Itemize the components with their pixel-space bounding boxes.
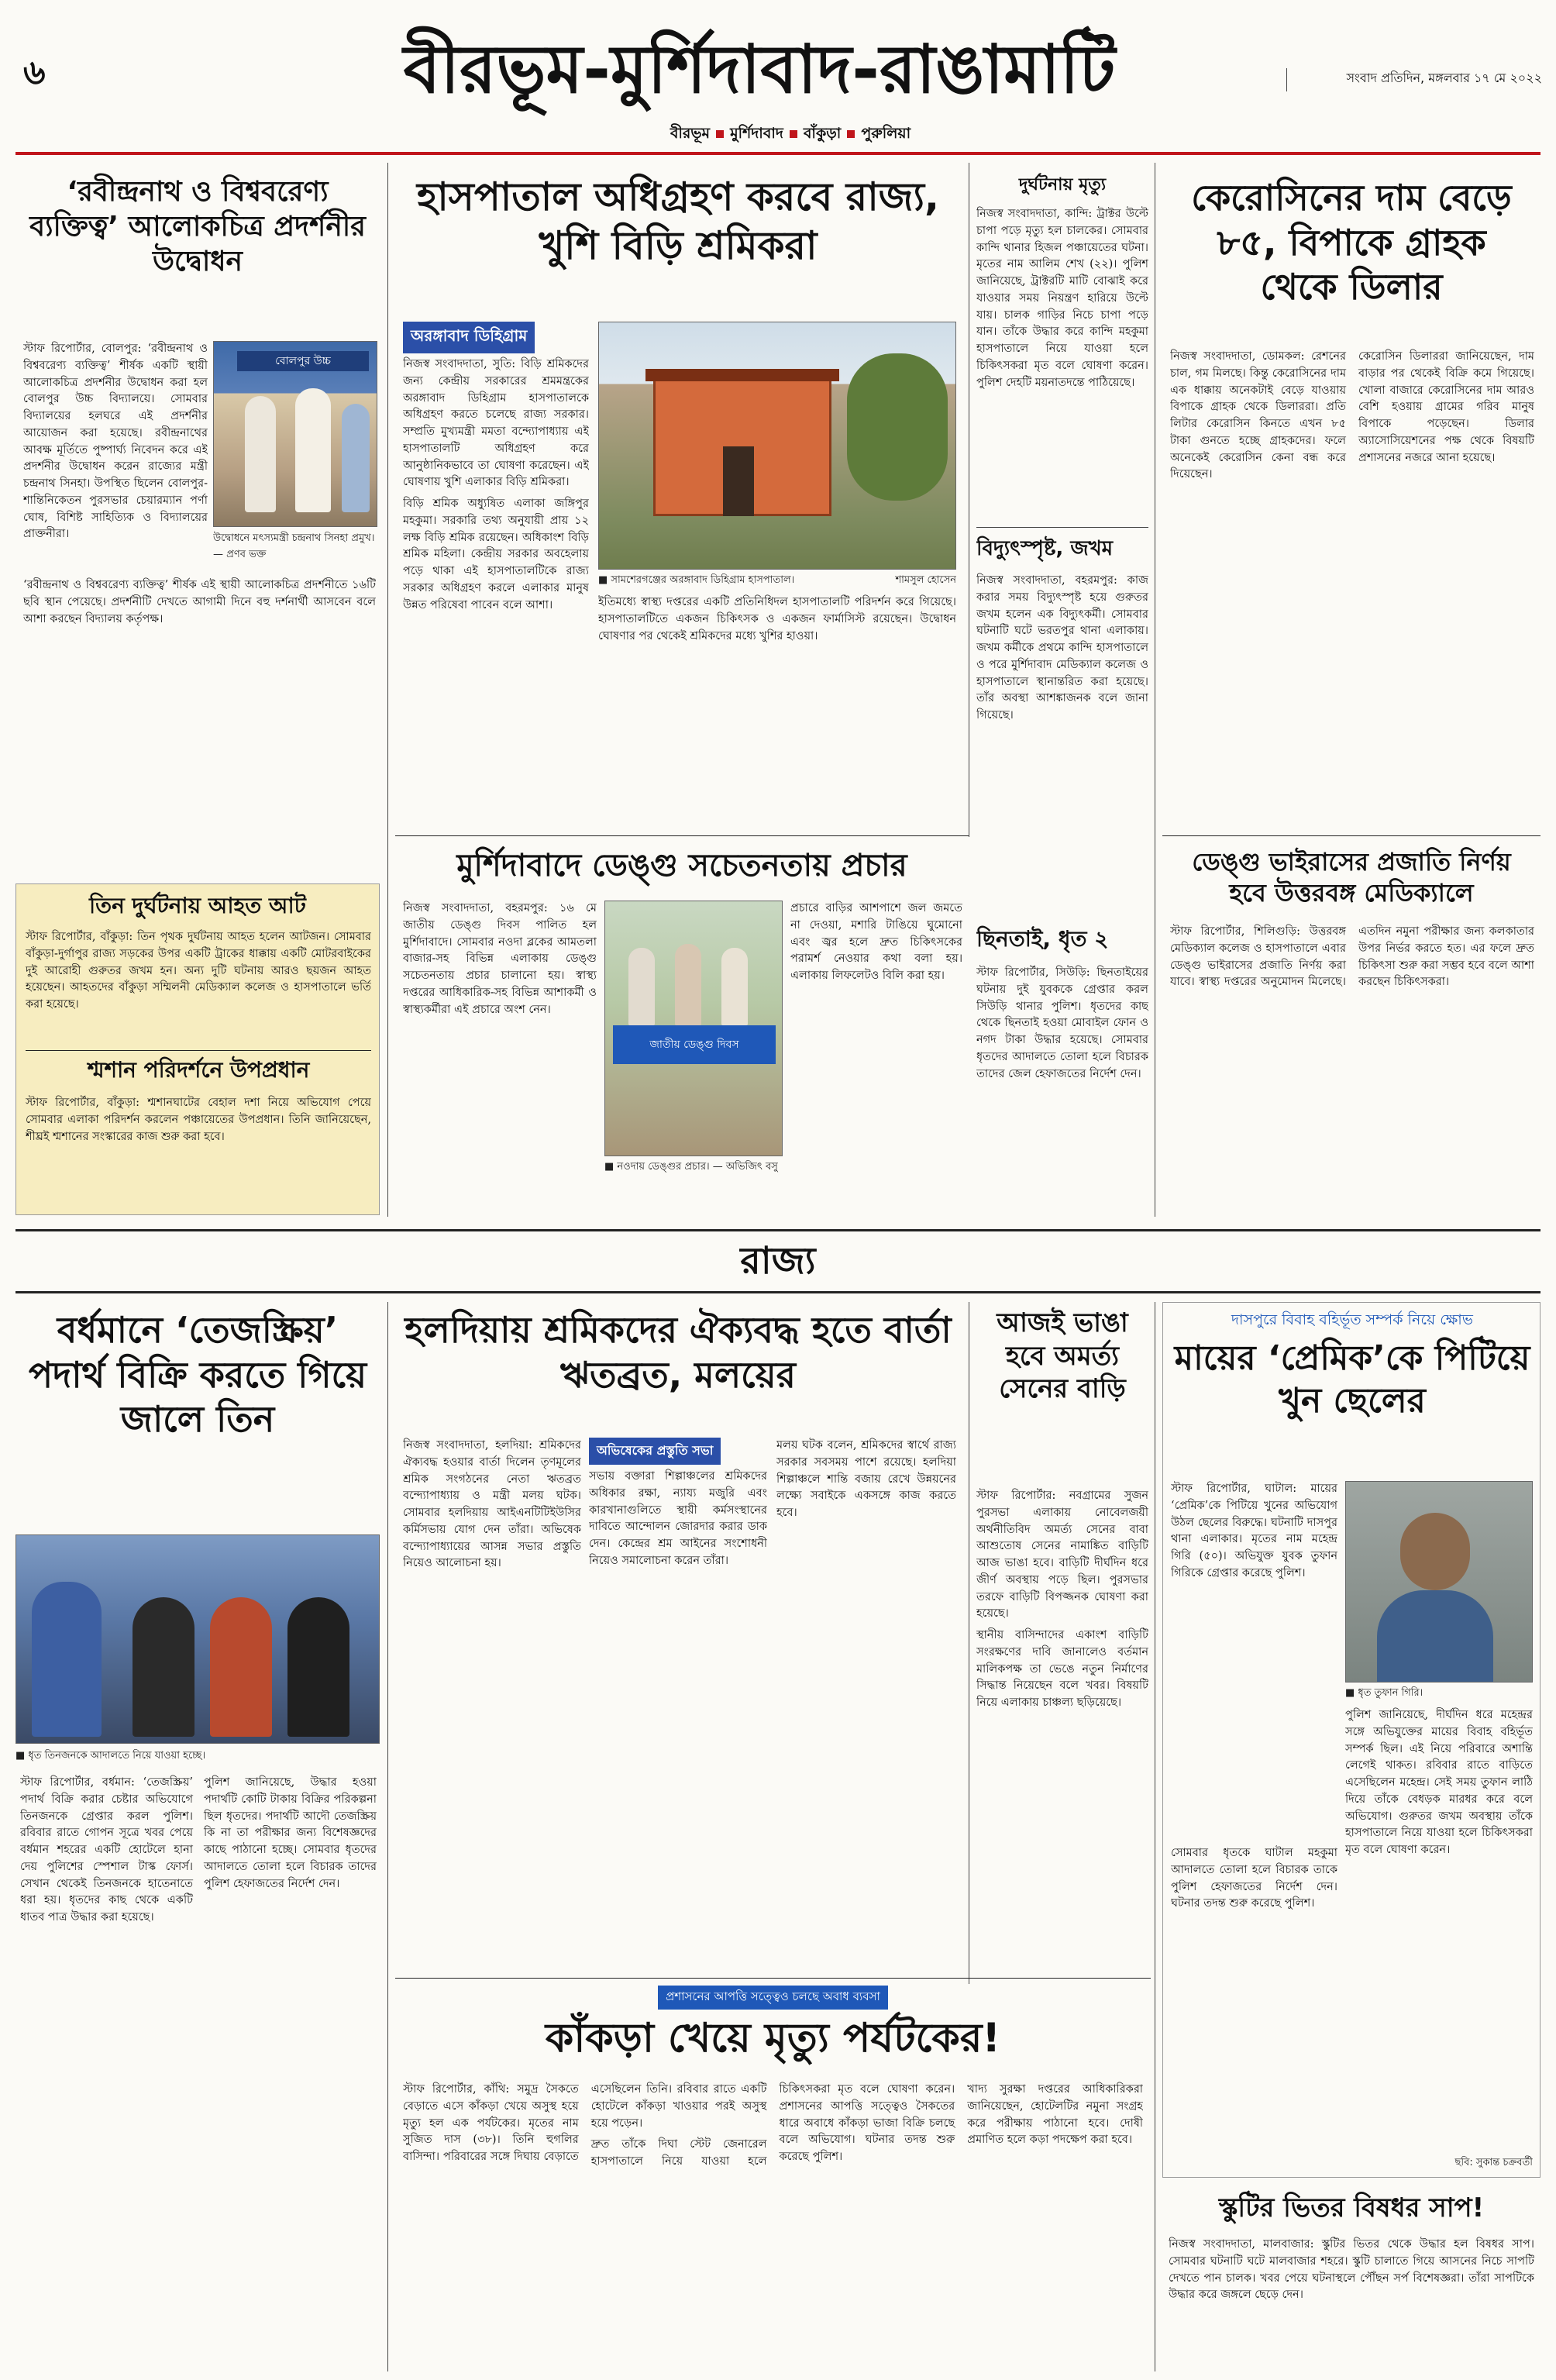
photo-credit: শামসুল হোসেন [895, 574, 956, 586]
paragraph: নিজস্ব সংবাদদাতা, মালবাজার: স্কুটির ভিতর থেকে উদ্ধার হল বিষধর সাপ। সোমবার ঘটনাটি ঘটে মালবাজার শহরে। স্কুটি চালাতে গিয়ে আসনের নিচে সাপটি দেখতে পান চালক। খবর পেয়ে ঘটনাস্থলে পৌঁছন সর্প বিশেষজ্ঞরা। তাঁরা সাপটিকে উদ্ধার করে জঙ্গলে ছেড়ে দেন। [1169, 2238, 1534, 2302]
paragraph: দ্রুত তাঁকে দিঘা স্টেট জেনারেল হাসপাতালে নিয়ে যাওয়া হলে চিকিৎসকরা মৃত বলে ঘোষণা করেন। প্রশাসনের আপত্তি সত্ত্বেও সৈকতের ধারে অবাধে কাঁকড়া ভাজা বিক্রি চলছে বলে অভিযোগ। ঘটনার তদন্ত শুরু করেছে পুলিশ। [590, 2083, 955, 2168]
figure [287, 1597, 349, 1737]
caption-text: উদ্বোধনে মৎস্যমন্ত্রী চন্দ্রনাথ সিনহা প্রমুখ। [213, 532, 375, 544]
article-body [23, 341, 208, 573]
building-roof [645, 369, 839, 381]
paragraph: সোমবার ধৃতকে ঘাটাল মহকুমা আদালতে তোলা হলে বিচারক তাকে পুলিশ হেফাজতের নির্দেশ দেন। ঘটনার তদন্ত শুরু করেছে পুলিশ। [1171, 1847, 1337, 1910]
separator-dot [847, 130, 855, 138]
figure [295, 388, 331, 512]
photo-caption: ■ ধৃত তিনজনকে আদালতে নিয়ে যাওয়া হচ্ছে। [15, 1750, 206, 1762]
section-rule [15, 1229, 1541, 1231]
paragraph: কেরোসিন ডিলাররা জানিয়েছেন, দাম বাড়ার পর থেকেই বিক্রি কমে গিয়েছে। খোলা বাজারে কেরোসিনের দাম আরও বেশি হওয়ায় গ্রামের গরিব মানুষ বিপাকে পড়েছেন। ডিলার অ্যাসোসিয়েশনের পক্ষ থেকে বিষয়টি প্রশাসনের নজরে আনা হয়েছে। [1358, 350, 1534, 464]
headline: মায়ের ‘প্রেমিক’কে পিটিয়ে খুন ছেলের [1174, 1338, 1530, 1421]
banner: বোলপুর উচ্চ [237, 351, 369, 371]
story-rabindranath [15, 167, 380, 880]
overline: দাসপুরে বিবাহ বহির্ভূত সম্পর্ক নিয়ে ক্ষোভ [1231, 1311, 1473, 1328]
article-body [976, 206, 1148, 391]
photo-dengue [604, 901, 783, 1156]
story-hospital [395, 167, 961, 833]
paragraph: প্রচারে বাড়ির আশপাশে জল জমতে না দেওয়া, মশারি টাঙিয়ে ঘুমোনো এবং জ্বর হলে দ্রুত চিকিৎসকের পরামর্শ নেওয়ার কথা বলা হয়। এলাকায় লিফলেটও বিলি করা হয়। [790, 902, 962, 982]
article-body [976, 1488, 1148, 1965]
paragraph: স্থানীয় বাসিন্দাদের একাংশ বাড়িটি সংরক্ষণের দাবি জানালেও বর্তমান মালিকপক্ষ তা ভেঙে নতুন নির্মাণের সিদ্ধান্ত নিয়েছেন বলে খবর। বিষয়টি নিয়ে এলাকায় চাঞ্চল্য ছড়িয়েছে। [976, 1629, 1148, 1709]
strap-label: প্রশাসনের আপত্তি সত্ত্বেও চলছে অবাধ ব্যবসা [658, 1986, 888, 2010]
paragraph: ইতিমধ্যে স্বাস্থ্য দপ্তরের একটি প্রতিনিধিদল হাসপাতালটি পরিদর্শন করে গিয়েছে। হাসপাতালটিতে একজন চিকিৎসক ও একজন ফার্মাসিস্ট রয়েছেন। উদ্বোধন ঘোষণার পর থেকেই শ্রমিকদের মধ্যে খুশির হাওয়া। [598, 596, 956, 642]
paragraph: পুলিশ জানিয়েছে, উদ্ধার হওয়া পদার্থটি কোটি টাকায় বিক্রির পরিকল্পনা ছিল ধৃতদের। পদার্থটি আদৌ তেজস্ক্রিয় কি না তা পরীক্ষার জন্য বিশেষজ্ঞদের কাছে পাঠানো হচ্ছে। সোমবার ধৃতদের আদালতে তোলা হলে বিচারক তাদের পুলিশ হেফাজতের নির্দেশ দেন। [204, 1776, 377, 1890]
figure [721, 948, 748, 1025]
photo-caption: ■ ধৃত তুফান গিরি। [1345, 1687, 1423, 1699]
article-body [1169, 2237, 1534, 2368]
banner: জাতীয় ডেঙ্গু দিবস [613, 1025, 776, 1064]
caption-text: সামশেরগঞ্জের অরঙ্গাবাদ ডিহিগ্রাম হাসপাতাল। [611, 574, 795, 586]
headline: শ্মশান পরিদর্শনে উপপ্রধান [87, 1057, 310, 1083]
paragraph: নিজস্ব সংবাদদাতা, সুতি: বিড়ি শ্রমিকদের জন্য কেন্দ্রীয় সরকারের শ্রমমন্ত্রকের অরঙ্গাবাদ ডিহিগ্রাম হাসপাতালকে অধিগ্রহণ করতে চলেছে রাজ্য সরকার। সম্প্রতি মুখ্যমন্ত্রী মমতা বন্দ্যোপাধ্যায় এই হাসপাতালটি অধিগ্রহণ করে আনুষ্ঠানিকভাবে তা ঘোষণা করেছেন। এই ঘোষণায় খুশি এলাকার বিড়ি শ্রমিকরা। [403, 358, 589, 489]
photo-credit: অভিজিৎ বসু [725, 1161, 778, 1173]
photo-premik [1345, 1481, 1533, 1683]
district-murshidabad: মুর্শিদাবাদ [730, 125, 783, 142]
caption-text: ধৃত তিনজনকে আদালতে নিয়ে যাওয়া হচ্ছে। [28, 1750, 206, 1762]
article-body [1170, 349, 1534, 829]
paragraph: মলয় ঘটক বলেন, শ্রমিকদের স্বার্থে রাজ্য সরকার সবসময় পাশে রয়েছে। হলদিয়া শিল্পাঞ্চলে শান্তি বজায় রেখে উন্নয়নের লক্ষ্যে সবাইকে একসঙ্গে কাজ করতে হবে। [776, 1439, 956, 1519]
article-body [20, 1775, 377, 2364]
divider [26, 1050, 371, 1051]
headline: ডেঙ্গু ভাইরাসের প্রজাতি নির্ণয় হবে উত্তরবঙ্গ মেডিক্যালে [1192, 847, 1511, 908]
article-body [403, 901, 597, 1211]
paragraph: স্টাফ রিপোর্টার, বাঁকুড়া: শ্মশানঘাটের বেহাল দশা নিয়ে অভিযোগ পেয়ে সোমবার এলাকা পরিদর্শন করলেন পঞ্চায়েতের উপপ্রধান। তিনি জানিয়েছেন, শীঘ্রই শ্মশানের সংস্কারের কাজ শুরু করা হবে। [26, 1097, 371, 1143]
district-strip [589, 121, 992, 146]
section-rule [15, 1291, 1541, 1293]
paragraph: নিজস্ব সংবাদদাতা, বহরমপুর: কাজ করার সময় বিদ্যুৎস্পৃষ্ট হয়ে গুরুতর জখম হলেন এক বিদ্যুৎকর্মী। সোমবার ঘটনাটি ঘটে ভরতপুর থানা এলাকায়। জখম কর্মীকে প্রথমে কান্দি হাসপাতালে ও পরে মুর্শিদাবাদ মেডিক্যাল কলেজ ও হাসপাতালে স্থানান্তরিত করা হয়েছে। তাঁর অবস্থা আশঙ্কাজনক বলে জানা গিয়েছে। [976, 574, 1148, 722]
caption-text: নওদায় ডেঙ্গুর প্রচার। [617, 1161, 710, 1173]
separator-dot [790, 130, 797, 138]
tree [847, 353, 948, 501]
story-kerosene [1162, 167, 1541, 833]
story-dengue-awareness [395, 839, 969, 1217]
story-dengue-virus [1162, 839, 1541, 1217]
photo-credit: প্রণব ভক্ত [226, 549, 267, 560]
paragraph: সভায় বক্তারা শিল্পাঞ্চলের শ্রমিকদের অধিকার রক্ষা, ন্যায্য মজুরি এবং কারখানাগুলিতে স্থায়ী কর্মসংস্থানের দাবিতে আন্দোলন জোরদার করার ডাক দেন। কেন্দ্রের শ্রম আইনের সংশোধনী নিয়েও সমালোচনা করেন তাঁরা। [589, 1470, 767, 1567]
photo-caption: উদ্বোধনে মৎস্যমন্ত্রী চন্দ্রনাথ সিনহা প্রমুখ। — প্রণব ভক্ত [213, 532, 375, 560]
strap [395, 1986, 1151, 2010]
photo-tejoskriyo [15, 1534, 380, 1744]
photo-caption: ■ নওদায় ডেঙ্গুর প্রচার। — অভিজিৎ বসু [604, 1161, 778, 1173]
photo-rabindranath [213, 341, 377, 527]
headline: বর্ধমানে ‘তেজস্ক্রিয়’ পদার্থ বিক্রি করতে গিয়ে জালে তিন [28, 1309, 367, 1440]
headline: হাসপাতাল অধিগ্রহণ করবে রাজ্য, খুশি বিড়ি শ্রমিকরা [417, 174, 939, 268]
paragraph: স্টাফ রিপোর্টার: নবগ্রামের সুজন পুরসভা এলাকায় নোবেলজয়ী অর্থনীতিবিদ অমর্ত্য সেনের বাবা আশুতোষ সেনের নামাঙ্কিত বাড়িটি আজ ভাঙা হবে। বাড়িটি দীর্ঘদিন ধরে জীর্ণ অবস্থায় পড়ে ছিল। পুরসভার তরফে বাড়িটি বিপজ্জনক ঘোষণা করা হয়েছে। [976, 1490, 1148, 1621]
kicker: দুর্ঘটনায় মৃত্যু [1018, 175, 1107, 195]
district-purulia: পুরুলিয়া [861, 125, 911, 142]
paragraph: স্টাফ রিপোর্টার, ঘাটাল: মায়ের ‘প্রেমিক’কে পিটিয়ে খুনের অভিযোগ উঠল ছেলের বিরুদ্ধে। ঘটনাটি দাসপুর থানা এলাকার। মৃতের নাম মহেন্দ্র গিরি (৫০)। অভিযুক্ত যুবক তুফান গিরিকে গ্রেপ্তার করেছে পুলিশ। [1171, 1483, 1337, 1579]
kicker: ছিনতাই, ধৃত ২ [976, 926, 1109, 952]
paragraph: স্টাফ রিপোর্টার, শিলিগুড়ি: উত্তরবঙ্গ মেডিক্যাল কলেজ ও হাসপাতালে এবার ডেঙ্গু ভাইরাসের প্রজাতি নির্ণয় করা যাবে। স্বাস্থ্য দপ্তরের অনুমোদন মিলেছে। এতদিন নমুনা পরীক্ষার জন্য কলকাতার উপর নির্ভর করতে হত। এর ফলে দ্রুত চিকিৎসা শুরু করা সম্ভব হবে বলে আশা করছেন চিকিৎসকরা। [1170, 925, 1534, 989]
headline: হলদিয়ায় শ্রমিকদের ঐক্যবদ্ধ হতে বার্তা ঋতব্রত, মলয়ের [404, 1309, 952, 1396]
badge-label: অরঙ্গাবাদ ডিহিগ্রাম [403, 322, 535, 353]
article-body [598, 594, 956, 827]
column-divider [387, 163, 388, 1217]
paragraph: পুলিশ জানিয়েছে, দীর্ঘদিন ধরে মহেন্দ্রর সঙ্গে অভিযুক্তের মায়ের বিবাহ বহির্ভূত সম্পর্ক ছিল। এই নিয়ে পরিবারে অশান্তি লেগেই থাকত। রবিবার রাতে বাড়িতে এসেছিলেন মহেন্দ্র। সেই সময় তুফান লাঠি দিয়ে তাঁকে বেধড়ক মারধর করে বলে অভিযোগ। গুরুতর জখম অবস্থায় তাঁকে হাসপাতালে নিয়ে যাওয়া হলে চিকিৎসকরা মৃত বলে ঘোষণা করেন। [1345, 1709, 1533, 1856]
story-box-bankura [15, 883, 380, 1215]
district-bankura: বাঁকুড়া [803, 125, 842, 142]
divider [395, 835, 969, 836]
paragraph: নিজস্ব সংবাদদাতা, ডোমকল: রেশনের চাল, গম মিলছে। কিন্তু কেরোসিনের দাম এক ধাক্কায় অনেকটাই বেড়ে যাওয়ায় বিপাকে গ্রাহক থেকে ডিলাররা। প্রতি লিটার কেরোসিন কিনতে এখন ৮৫ টাকা গুনতে হচ্ছে গ্রাহকদের। ফলে অনেকেই কেরোসিন কেনা বন্ধ করে দিয়েছেন। [1170, 350, 1346, 481]
paragraph: ‘রবীন্দ্রনাথ ও বিশ্ববরেণ্য ব্যক্তিত্ব’ শীর্ষক এই স্থায়ী আলোকচিত্র প্রদর্শনীতে ১৬টি ছবি স্থান পেয়েছে। প্রদর্শনীটি দেখতে আগামী দিনে বহু দর্শনার্থী আসবেন বলে আশা করছেন বিদ্যালয় কর্তৃপক্ষ। [23, 579, 376, 625]
headline: আজই ভাঙা হবে অমর্ত্য সেনের বাড়ি [997, 1307, 1128, 1404]
badge [403, 322, 535, 353]
paragraph: নিজস্ব সংবাদদাতা, কান্দি: ট্রাক্টর উল্টে চাপা পড়ে মৃত্যু হল চালকের। সোমবার কান্দি থানার হিজল পঞ্চায়েতের ঘটনা। মৃতের নাম আলিম শেখ (২২)। পুলিশ জানিয়েছে, ট্রাক্টরটি মাটি বোঝাই করে যাওয়ার সময় নিয়ন্ত্রণ হারিয়ে উল্টে যায়। চালক গাড়ির নিচে চাপা পড়ে যান। তাঁকে উদ্ধার করে কান্দি মহকুমা হাসপাতালে নিয়ে যাওয়া হলে চিকিৎসকরা মৃত বলে ঘোষণা করেন। পুলিশ দেহটি ময়নাতদন্তে পাঠিয়েছে। [976, 208, 1148, 389]
story-snake [1162, 2185, 1541, 2371]
headline: মুর্শিদাবাদে ডেঙ্গু সচেতনতায় প্রচার [456, 848, 907, 883]
article-body [976, 573, 1148, 725]
headline: কাঁকড়া খেয়ে মৃত্যু পর্যটকের! [545, 2015, 1001, 2061]
story-premik [1162, 1302, 1541, 2178]
paragraph: স্টাফ রিপোর্টার, বাঁকুড়া: তিন পৃথক দুর্ঘটনায় আহত হলেন আটজন। সোমবার বাঁকুড়া-দুর্গাপুর রাজ্য সড়কের উপর একটি ট্রাকের ধাক্কায় একটি মোটরবাইকের দুই আরোহী গুরুতর জখম হন। অন্য দুটি ঘটনায় আরও ছয়জন আহত হয়েছেন। আহতদের বাঁকুড়া সম্মিলনী মেডিক্যাল কলেজ ও হাসপাতালে ভর্তি করা হয়েছে। [26, 931, 371, 1011]
masthead [0, 0, 1556, 155]
divider [395, 1978, 1151, 1979]
paragraph: স্টাফ রিপোর্টার, সিউড়ি: ছিনতাইয়ের ঘটনায় দুই যুবককে গ্রেপ্তার করল সিউড়ি থানার পুলিশ। ধৃতদের কাছ থেকে ছিনতাই হওয়া মোবাইল ফোন ও নগদ টাকা উদ্ধার হয়েছে। সোমবার ধৃতদের আদালতে তোলা হলে বিচারক তাদের জেল হেফাজতের নির্দেশ দেন। [976, 966, 1148, 1080]
masthead-rule [15, 152, 1541, 155]
separator-dot [716, 130, 724, 138]
headline: স্কুটির ভিতর বিষধর সাপ! [1218, 2192, 1485, 2223]
district-birbhum: বীরভূম [670, 125, 711, 142]
kicker: বিদ্যুৎস্পৃষ্ট, জখম [976, 527, 1148, 567]
headline: ‘রবীন্দ্রনাথ ও বিশ্ববরেণ্য ব্যক্তিত্ব’ আলোকচিত্র প্রদর্শনীর উদ্বোধন [29, 176, 366, 277]
article-body [1171, 1845, 1337, 2163]
article-body [776, 1438, 956, 1965]
paragraph: স্টাফ রিপোর্টার, বোলপুর: ‘রবীন্দ্রনাথ ও বিশ্ববরেণ্য ব্যক্তিত্ব’ শীর্ষক একটি স্থায়ী আলোকচিত্র প্রদর্শনীর উদ্বোধন করা হল বোলপুর উচ্চ বিদ্যালয়ে। সোমবার বিদ্যালয়ের হলঘরে এই প্রদর্শনীর আয়োজন করা হয়েছে। রবীন্দ্রনাথের আবক্ষ মূর্তিতে পুষ্পার্ঘ্য নিবেদন করে এই প্রদর্শনীর উদ্বোধন করেন রাজ্যের মন্ত্রী চন্দ্রনাথ সিনহা। উপস্থিত ছিলেন বোলপুর-শান্তিনিকেতন পুরসভার চেয়ারম্যান পর্ণা ঘোষ, বিশিষ্ট সাহিত্যিক ও বিদ্যালয়ের প্রাক্তনীরা। [23, 343, 208, 541]
figure [133, 1597, 194, 1737]
paragraph: নিজস্ব সংবাদদাতা, হলদিয়া: শ্রমিকদের ঐক্যবদ্ধ হওয়ার বার্তা দিলেন তৃণমূলের শ্রমিক সংগঠনের নেতা ঋতব্রত বন্দ্যোপাধ্যায় ও মন্ত্রী মলয় ঘটক। সোমবার হলদিয়ায় আইএনটিটিইউসির কর্মিসভায় যোগ দেন তাঁরা। অভিষেক বন্দ্যোপাধ্যায়ের আসন্ন সভার প্রস্তুতি নিয়েও আলোচনা হয়। [403, 1439, 581, 1570]
headline: তিন দুর্ঘটনায় আহত আট [89, 893, 306, 918]
paragraph: বিড়ি শ্রমিক অধ্যুষিত এলাকা জঙ্গিপুর মহকুমা। সরকারি তথ্য অনুযায়ী প্রায় ১২ লক্ষ বিড়ি শ্রমিক রয়েছেন। অধিকাংশ বিড়ি শ্রমিক মহিলা। কেন্দ্রীয় সরকার অবহেলায় পড়ে থাকা এই হাসপাতালটিকে রাজ্য সরকার অধিগ্রহণ করলে এলাকার মানুষ উন্নত পরিষেবা পাবেন বলে আশা। [403, 498, 589, 611]
figure [628, 948, 655, 1025]
article-body [403, 1438, 581, 1965]
photo-credit-name: সুকান্ত চক্রবর্তী [1475, 2157, 1533, 2168]
story-kankra [395, 1981, 1151, 2372]
divider [1162, 835, 1541, 836]
article-body [1171, 1481, 1337, 1838]
photo-caption: ■ সামশেরগঞ্জের অরঙ্গাবাদ ডিহিগ্রাম হাসপাতাল। শামসুল হোসেন [598, 573, 956, 590]
article-body [589, 1469, 767, 1965]
portrait-shirt [1377, 1590, 1493, 1683]
door [723, 446, 754, 516]
story-snatching [976, 922, 1148, 1217]
figure [342, 404, 370, 512]
dateline: সংবাদ প্রতিদিন, মঙ্গলবার ১৭ মে ২০২২ [1286, 68, 1542, 91]
article-body [403, 356, 589, 821]
figure [32, 1582, 102, 1737]
article-body [26, 1095, 371, 1210]
badge-label: অভিষেকের প্রস্তুতি সভা [589, 1438, 721, 1465]
photo-credit: ছবি: সুকান্ত চক্রবর্তী [1454, 2157, 1533, 2168]
article-body [790, 901, 962, 1211]
badge [589, 1438, 721, 1465]
article-body [23, 577, 376, 872]
figure [245, 396, 276, 512]
article-body [976, 965, 1148, 1083]
article-body [1170, 924, 1534, 1211]
paragraph: খাদ্য সুরক্ষা দপ্তরের আধিকারিকরা জানিয়েছেন, হোটেলটির নমুনা সংগ্রহ করে পরীক্ষায় পাঠানো হবে। দোষী প্রমাণিত হলে কড়া পদক্ষেপ করা হবে। [967, 2083, 1143, 2147]
headline: কেরোসিনের দাম বেড়ে ৮৫, বিপাকে গ্রাহক থেকে ডিলার [1191, 177, 1512, 308]
article-body [1345, 1707, 1533, 1986]
caption-text: ধৃত তুফান গিরি। [1358, 1687, 1423, 1699]
column-divider [387, 1302, 388, 2371]
story-amartya [976, 1302, 1148, 1968]
section-title: রাজ্য [740, 1239, 816, 1283]
photo-hospital [598, 322, 956, 570]
paragraph: নিজস্ব সংবাদদাতা, বহরমপুর: ১৬ মে জাতীয় ডেঙ্গু দিবস পালিত হল মুর্শিদাবাদে। সোমবার নওদা ব্লকের আমতলা বাজার-সহ বিভিন্ন এলাকায় ডেঙ্গু সচেতনতায় প্রচার চালানো হয়। স্বাস্থ্য দপ্তরের আধিকারিক-সহ বিভিন্ন আশাকর্মী ও স্বাস্থ্যকর্মীরা এই প্রচারে অংশ নেন। [403, 902, 597, 1016]
figure [675, 944, 701, 1025]
story-haldia [395, 1302, 961, 1968]
story-electrocution [976, 527, 1148, 806]
article-body [26, 929, 371, 1045]
story-tejoskriyo [15, 1302, 380, 2371]
article-body [403, 2082, 1143, 2368]
masthead-title: বীরভূম-মুর্শিদাবাদ-রাঙামাটি [403, 31, 1116, 108]
paragraph: স্টাফ রিপোর্টার, কাঁথি: সমুদ্র সৈকতে বেড়াতে এসে কাঁকড়া খেয়ে অসুস্থ হয়ে মৃত্যু হল এক পর্যটকের। মৃতের নাম সুজিত দাস (৩৮)। তিনি হুগলির বাসিন্দা। পরিবারের সঙ্গে দিঘায় বেড়াতে এসেছিলেন তিনি। রবিবার রাতে একটি হোটেলে কাঁকড়া খাওয়ার পরই অসুস্থ হয়ে পড়েন। [403, 2083, 767, 2163]
paragraph: স্টাফ রিপোর্টার, বর্ধমান: ‘তেজস্ক্রিয়’ পদার্থ বিক্রি করার চেষ্টার অভিযোগে তিনজনকে গ্রেপ্তার করল পুলিশ। রবিবার রাতে গোপন সূত্রে খবর পেয়ে বর্ধমান শহরের একটি হোটেলে হানা দেয় পুলিশের স্পেশাল টাস্ক ফোর্স। সেখান থেকেই তিনজনকে হাতেনাতে ধরা হয়। ধৃতদের কাছ থেকে একটি ধাতব পাত্র উদ্ধার করা হয়েছে। [20, 1776, 193, 1924]
figure [210, 1597, 272, 1737]
story-accident-death [976, 167, 1148, 523]
page-number: ৬ [23, 53, 46, 92]
portrait-head [1400, 1513, 1470, 1590]
